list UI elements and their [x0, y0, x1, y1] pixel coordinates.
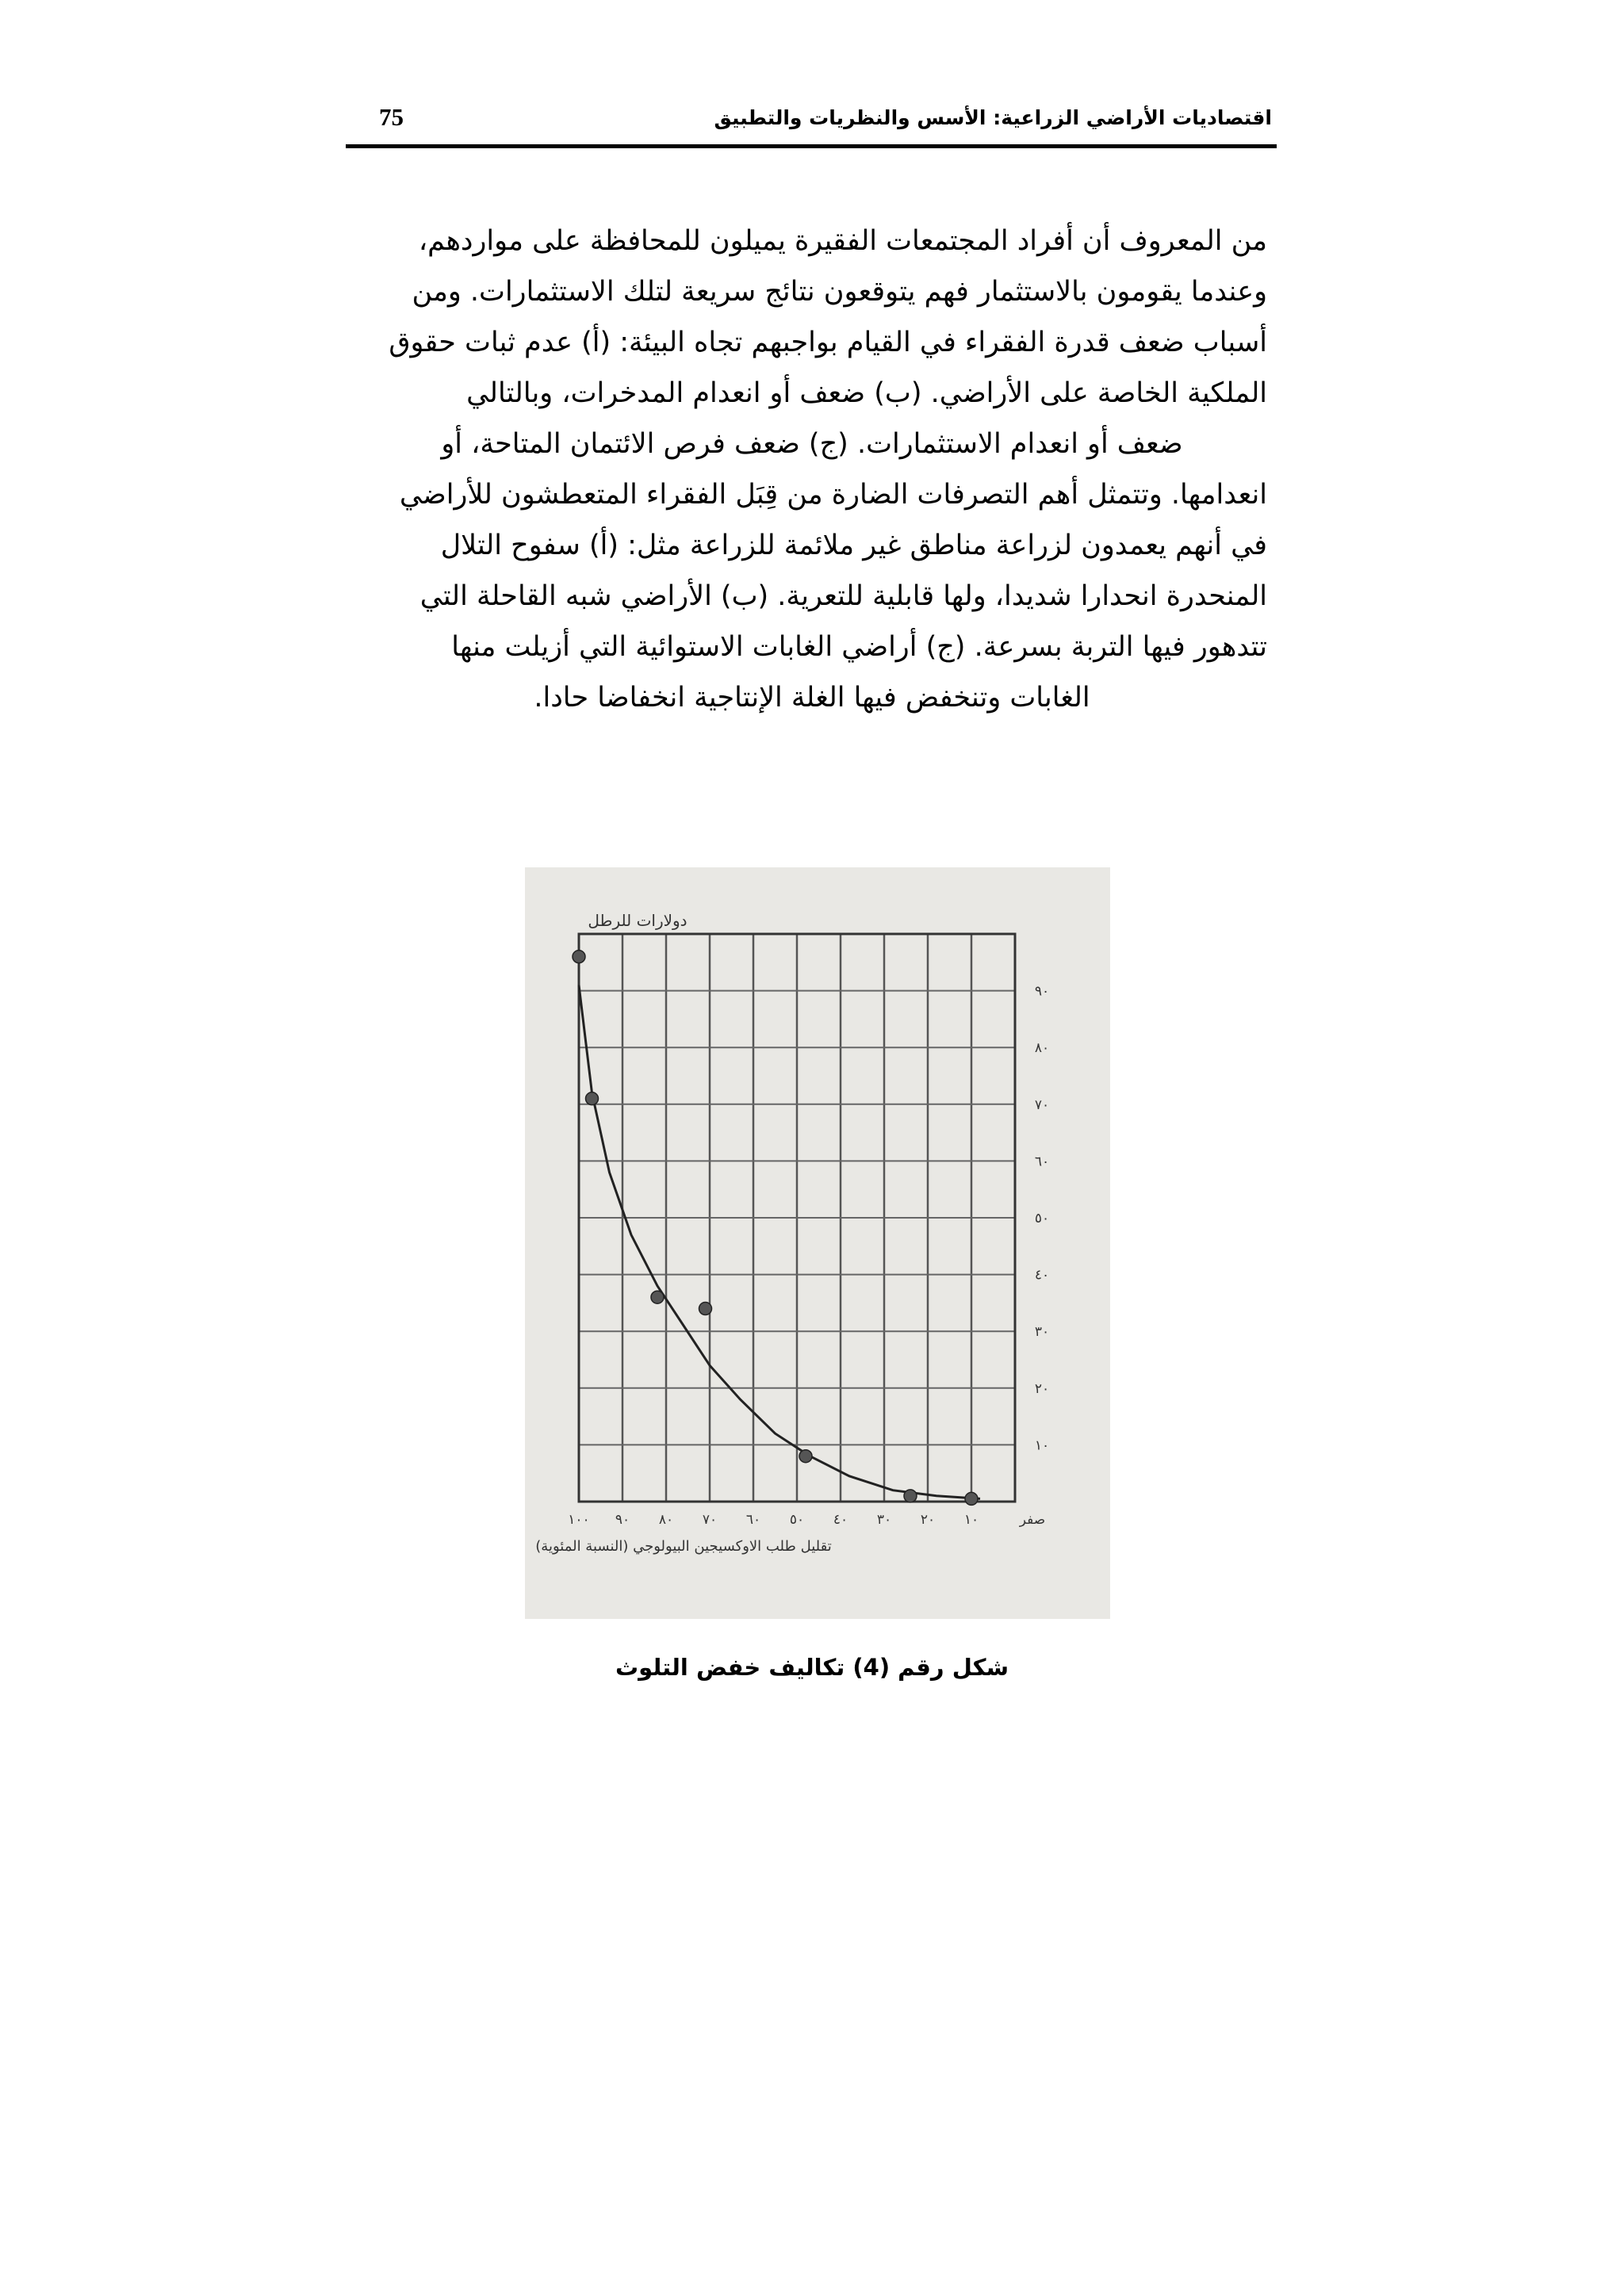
figure-caption: شكل رقم (4) تكاليف خفض التلوث: [615, 1654, 1009, 1681]
y-tick-label: ٧٠: [1034, 1096, 1050, 1113]
x-tick-label: صفر: [1019, 1512, 1046, 1528]
x-tick-label: ٥٠: [789, 1512, 805, 1528]
data-point: [799, 1450, 812, 1463]
y-tick-label: ٣٠: [1034, 1324, 1050, 1341]
y-tick-label: ٥٠: [1034, 1211, 1050, 1226]
running-header-title: اقتصاديات الأراضي الزراعية: الأسس والنظريات والتطبيق: [714, 106, 1272, 129]
body-line: المنحدرة انحدارا شديدا، ولها قابلية للتعرية. (ب) الأراضي شبه القاحلة التي: [419, 580, 1267, 612]
body-line: أسباب ضعف قدرة الفقراء في القيام بواجبهم تجاه البيئة: (أ) عدم ثبات حقوق: [389, 327, 1267, 358]
x-axis-label: تقليل طلب الاوكسيجين البيولوجي (النسبة المئوية): [535, 1538, 832, 1555]
chart-curve-layer: [579, 985, 980, 1498]
cost-curve-line: [579, 985, 980, 1498]
body-line: انعدامها. وتتمثل أهم التصرفات الضارة من قِبَل الفقراء المتعطشون للأراضي: [399, 479, 1267, 511]
x-tick-label: ٩٠: [615, 1512, 630, 1528]
y-tick-label: ١٠: [1034, 1437, 1050, 1454]
x-tick-label: ٢٠: [920, 1512, 936, 1528]
x-tick-label: ٤٠: [833, 1512, 848, 1528]
body-line: تتدهور فيها التربة بسرعة. (ج) أراضي الغابات الاستوائية التي أزيلت منها: [451, 631, 1267, 663]
body-line: الملكية الخاصة على الأراضي. (ب) ضعف أو انعدام المدخرات، وبالتالي: [466, 377, 1267, 409]
y-axis-label: دولارات للرطل: [588, 911, 688, 930]
x-tick-label: ٨٠: [658, 1512, 674, 1528]
data-point: [699, 1303, 712, 1315]
y-tick-label: ٤٠: [1034, 1267, 1050, 1284]
data-point: [573, 951, 585, 963]
page-number: 75: [379, 103, 404, 131]
x-tick-label: ١٠: [963, 1512, 979, 1528]
header-divider: [346, 144, 1277, 148]
data-point: [651, 1291, 664, 1303]
y-tick-label: ٦٠: [1034, 1154, 1050, 1170]
x-tick-label: ١٠٠: [568, 1512, 590, 1528]
y-tick-label: ٢٠: [1034, 1380, 1050, 1397]
body-paragraph: [357, 216, 1267, 723]
x-tick-label: ٣٠: [876, 1512, 892, 1528]
figure-chart: [525, 867, 1110, 1619]
chart-ticks: [568, 984, 1049, 1528]
x-tick-label: ٧٠: [702, 1512, 718, 1528]
body-line: في أنهم يعمدون لزراعة مناطق غير ملائمة للزراعة مثل: (أ) سفوح التلال: [440, 530, 1267, 561]
y-tick-label: ٨٠: [1034, 1040, 1050, 1057]
chart-grid: [579, 934, 1015, 1502]
x-tick-label: ٦٠: [745, 1512, 761, 1528]
body-line: وعندما يقومون بالاستثمار فهم يتوقعون نتائج سريعة لتلك الاستثمارات. ومن: [412, 276, 1267, 308]
y-tick-label: ٩٠: [1034, 983, 1050, 1000]
data-point: [586, 1093, 599, 1105]
body-line: ضعف أو انعدام الاستثمارات. (ج) ضعف فرص الائتمان المتاحة، أو: [441, 428, 1183, 460]
body-line: من المعروف أن أفراد المجتمعات الفقيرة يميلون للمحافظة على مواردهم،: [418, 225, 1267, 257]
data-point: [904, 1490, 917, 1502]
cost-curve-chart: [525, 867, 1110, 1619]
data-point: [965, 1492, 978, 1505]
body-line: الغابات وتنخفض فيها الغلة الإنتاجية انخفاضا حادا.: [534, 682, 1090, 714]
chart-points-layer: [573, 951, 978, 1506]
